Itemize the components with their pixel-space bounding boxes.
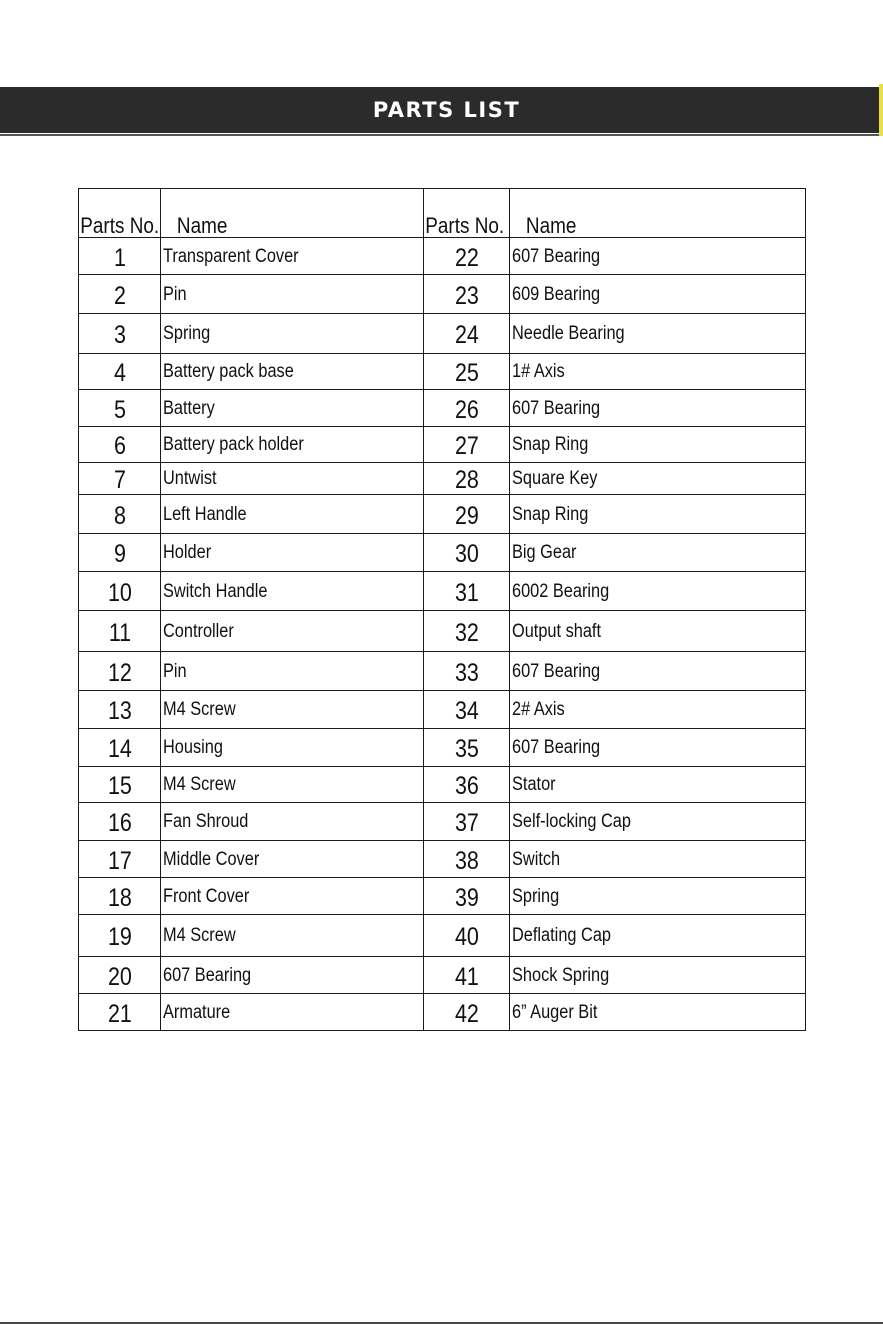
table-row	[79, 841, 806, 878]
part-number-cell	[79, 803, 161, 841]
part-number: 30	[454, 540, 479, 568]
part-name: 6” Auger Bit	[512, 1001, 598, 1023]
part-number-cell	[79, 729, 161, 767]
part-number: 35	[454, 735, 479, 763]
part-name: Switch	[512, 848, 561, 870]
part-number: 7	[113, 466, 126, 494]
part-number-cell	[424, 767, 510, 803]
part-number-cell	[424, 275, 510, 314]
part-number-cell	[79, 767, 161, 803]
part-number-cell	[79, 611, 161, 652]
part-number: 32	[454, 618, 479, 647]
part-name-cell	[510, 495, 806, 534]
part-number-cell	[79, 275, 161, 314]
part-name-cell	[510, 314, 806, 354]
page-edge-tab	[879, 84, 883, 136]
part-number: 23	[454, 281, 479, 310]
table-row	[79, 691, 806, 729]
part-number-cell	[79, 463, 161, 495]
part-number: 5	[113, 395, 126, 424]
part-name-cell	[510, 354, 806, 390]
part-name-cell	[161, 841, 424, 878]
part-name: Armature	[163, 1001, 231, 1023]
part-name-cell	[161, 957, 424, 994]
part-name: Holder	[163, 542, 212, 563]
part-name-cell	[161, 534, 424, 572]
part-number: 42	[454, 999, 479, 1028]
table-row	[79, 915, 806, 957]
part-number: 13	[107, 697, 132, 725]
part-number-cell	[424, 354, 510, 390]
part-number-cell	[424, 691, 510, 729]
part-number-cell	[424, 238, 510, 275]
part-name-cell	[161, 767, 424, 803]
parts-table	[78, 188, 806, 1031]
part-number-cell	[424, 390, 510, 427]
part-number-cell	[79, 878, 161, 915]
part-name: Big Gear	[512, 542, 577, 563]
part-name-cell	[161, 572, 424, 611]
part-name: Front Cover	[163, 885, 250, 907]
part-name-cell	[161, 427, 424, 463]
part-number-cell	[424, 534, 510, 572]
part-number-cell	[424, 957, 510, 994]
part-name-cell	[510, 572, 806, 611]
table-row	[79, 354, 806, 390]
part-name: Spring	[163, 323, 211, 344]
part-name-cell	[161, 463, 424, 495]
part-name: 1# Axis	[512, 361, 565, 382]
part-name: Spring	[512, 885, 560, 907]
part-name-cell	[510, 238, 806, 275]
part-number: 26	[454, 395, 479, 424]
part-number-cell	[424, 652, 510, 691]
column-header-parts-no-left: Parts No.	[79, 189, 150, 238]
part-number-cell	[79, 652, 161, 691]
part-number: 39	[454, 883, 479, 912]
part-number: 31	[454, 578, 479, 607]
part-name-cell	[510, 994, 806, 1031]
part-number: 12	[107, 658, 132, 687]
part-name-cell	[510, 652, 806, 691]
part-number: 6	[113, 432, 126, 460]
table-row	[79, 495, 806, 534]
part-number-cell	[424, 314, 510, 354]
part-number-cell	[79, 427, 161, 463]
part-number: 11	[108, 618, 131, 647]
part-name: 607 Bearing	[512, 397, 601, 419]
part-name: 2# Axis	[512, 699, 565, 720]
part-name: Output shaft	[512, 620, 602, 642]
part-name: Stator	[512, 774, 556, 795]
part-name-cell	[510, 841, 806, 878]
part-number: 20	[107, 962, 132, 991]
part-name-cell	[510, 878, 806, 915]
part-name: Pin	[163, 660, 187, 682]
table-row	[79, 729, 806, 767]
part-name-cell	[161, 803, 424, 841]
part-number: 3	[113, 321, 126, 349]
part-number-cell	[79, 691, 161, 729]
parts-list-banner	[0, 87, 883, 133]
part-number-cell	[79, 915, 161, 957]
page-title: PARTS LIST	[372, 98, 521, 122]
part-name: 6002 Bearing	[512, 580, 610, 602]
part-name-cell	[161, 915, 424, 957]
table-row	[79, 652, 806, 691]
part-name: Deflating Cap	[512, 925, 612, 946]
part-number: 15	[107, 772, 132, 800]
table-row	[79, 463, 806, 495]
part-number-cell	[79, 495, 161, 534]
part-number: 25	[454, 359, 479, 387]
part-number-cell	[79, 354, 161, 390]
part-number: 22	[454, 243, 479, 272]
part-name: 607 Bearing	[512, 660, 601, 682]
part-number: 16	[107, 809, 132, 837]
part-number: 38	[454, 846, 479, 875]
table-row	[79, 957, 806, 994]
part-name: Housing	[163, 737, 223, 758]
table-row	[79, 314, 806, 354]
part-name-cell	[161, 354, 424, 390]
part-name: Pin	[163, 283, 187, 305]
part-number: 29	[454, 501, 479, 530]
table-row	[79, 611, 806, 652]
part-number-cell	[424, 427, 510, 463]
part-number-cell	[79, 390, 161, 427]
table-row	[79, 803, 806, 841]
part-number-cell	[79, 841, 161, 878]
part-name-cell	[510, 611, 806, 652]
part-name: M4 Screw	[163, 925, 236, 946]
part-number-cell	[424, 994, 510, 1031]
part-number: 28	[454, 466, 479, 494]
part-number: 37	[454, 809, 479, 837]
column-header-name-left: Name	[161, 189, 387, 238]
part-name: Battery pack holder	[163, 434, 304, 455]
table-row	[79, 534, 806, 572]
part-number-cell	[424, 915, 510, 957]
part-name: Controller	[163, 620, 234, 642]
part-number: 33	[454, 658, 479, 687]
part-name-cell	[161, 994, 424, 1031]
part-name: M4 Screw	[163, 774, 236, 795]
part-name-cell	[510, 463, 806, 495]
part-number-cell	[79, 238, 161, 275]
banner-divider	[0, 134, 883, 136]
part-name: 607 Bearing	[512, 245, 601, 267]
part-name-cell	[161, 390, 424, 427]
part-name: Transparent Cover	[163, 245, 299, 267]
part-number: 2	[113, 281, 126, 310]
part-number: 9	[113, 540, 126, 568]
part-number-cell	[424, 878, 510, 915]
part-number: 19	[107, 923, 132, 951]
part-name-cell	[161, 275, 424, 314]
table-row	[79, 878, 806, 915]
part-name: Shock Spring	[512, 964, 610, 986]
part-number-cell	[424, 572, 510, 611]
part-number: 34	[454, 697, 479, 725]
column-header-name-right: Name	[510, 189, 765, 238]
part-number: 18	[107, 883, 132, 912]
part-name-cell	[510, 729, 806, 767]
part-name: Middle Cover	[163, 848, 260, 870]
table-row	[79, 572, 806, 611]
part-name-cell	[161, 611, 424, 652]
part-name-cell	[161, 729, 424, 767]
part-name: Untwist	[163, 468, 217, 489]
part-name-cell	[510, 691, 806, 729]
table-header-row	[79, 189, 806, 238]
part-name-cell	[510, 803, 806, 841]
part-name: Self-locking Cap	[512, 811, 631, 832]
part-number: 36	[454, 772, 479, 800]
part-number: 14	[107, 735, 132, 763]
table-row	[79, 238, 806, 275]
part-name: Left Handle	[163, 503, 247, 525]
part-name: M4 Screw	[163, 699, 236, 720]
part-number: 17	[107, 846, 132, 875]
part-number: 27	[454, 432, 479, 460]
part-name: 607 Bearing	[512, 737, 601, 758]
part-number-cell	[424, 495, 510, 534]
part-number-cell	[79, 572, 161, 611]
part-name-cell	[510, 275, 806, 314]
part-name: Square Key	[512, 468, 598, 489]
table-row	[79, 390, 806, 427]
part-number: 40	[454, 923, 479, 951]
column-header-parts-no-right: Parts No.	[424, 189, 498, 238]
part-name: Needle Bearing	[512, 323, 625, 344]
part-number-cell	[424, 803, 510, 841]
part-name-cell	[510, 957, 806, 994]
part-name-cell	[161, 652, 424, 691]
part-number-cell	[424, 841, 510, 878]
part-name: 607 Bearing	[163, 964, 252, 986]
part-name-cell	[510, 915, 806, 957]
part-name: Switch Handle	[163, 580, 268, 602]
part-name: Snap Ring	[512, 434, 589, 455]
part-number-cell	[79, 994, 161, 1031]
table-row	[79, 994, 806, 1031]
part-name: Battery	[163, 397, 215, 419]
table-row	[79, 427, 806, 463]
part-name-cell	[161, 314, 424, 354]
part-number-cell	[79, 534, 161, 572]
part-number: 10	[107, 578, 132, 607]
part-name-cell	[161, 878, 424, 915]
part-name: Battery pack base	[163, 361, 294, 382]
part-number: 4	[113, 359, 126, 387]
table-row	[79, 275, 806, 314]
part-name: 609 Bearing	[512, 283, 601, 305]
part-name: Fan Shroud	[163, 811, 249, 832]
part-number-cell	[424, 463, 510, 495]
part-number-cell	[79, 314, 161, 354]
part-number: 41	[454, 962, 479, 991]
part-name-cell	[161, 495, 424, 534]
part-number-cell	[79, 957, 161, 994]
part-number-cell	[424, 729, 510, 767]
part-number: 8	[113, 501, 126, 530]
part-number: 1	[113, 243, 126, 272]
part-name-cell	[161, 238, 424, 275]
part-name-cell	[510, 427, 806, 463]
table-row	[79, 767, 806, 803]
part-name-cell	[510, 767, 806, 803]
part-number: 24	[454, 321, 479, 349]
part-number: 21	[107, 999, 132, 1028]
part-name: Snap Ring	[512, 503, 589, 525]
part-number-cell	[424, 611, 510, 652]
part-name-cell	[510, 534, 806, 572]
part-name-cell	[510, 390, 806, 427]
part-name-cell	[161, 691, 424, 729]
